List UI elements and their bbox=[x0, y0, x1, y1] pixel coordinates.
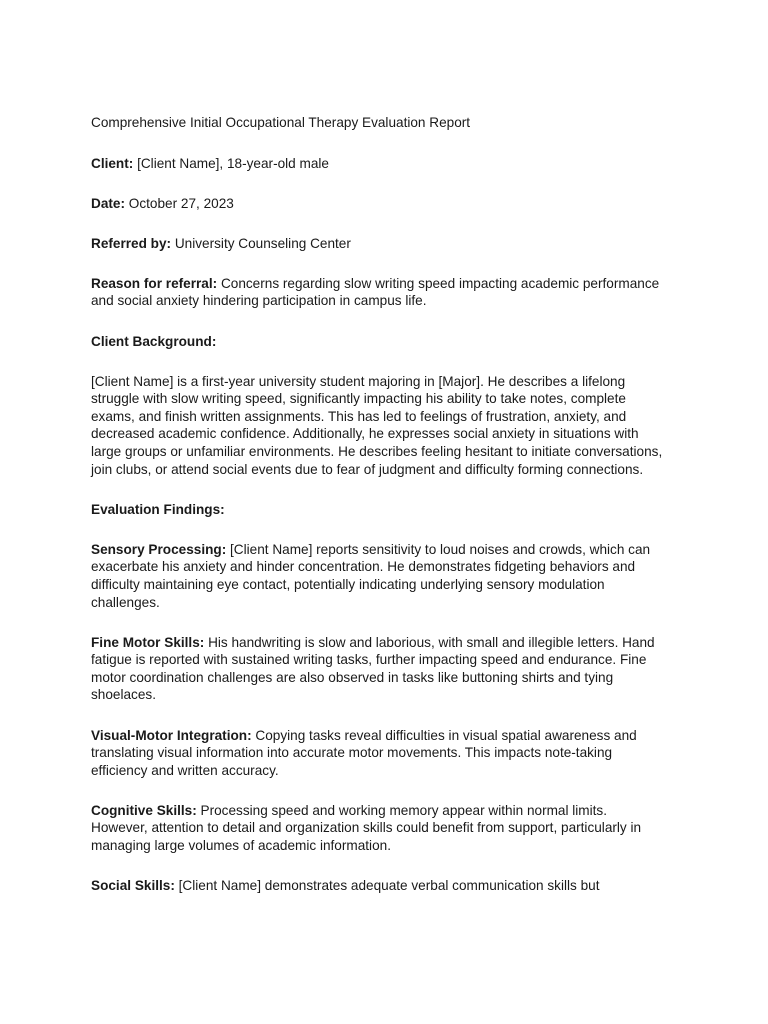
reason-field bbox=[91, 275, 663, 310]
cognitive-skills-text: Processing speed and working memory appear within normal limits. However, attention to detail and organization skills could benefit from support, particularly in managing large volumes of academic information. bbox=[91, 802, 642, 854]
social-skills-paragraph bbox=[91, 877, 663, 895]
social-skills-label: Social Skills: bbox=[91, 878, 175, 894]
client-value: [Client Name], 18-year-old male bbox=[133, 155, 329, 171]
fine-motor-paragraph bbox=[91, 634, 663, 704]
visual-motor-paragraph bbox=[91, 727, 663, 780]
background-paragraph: [Client Name] is a first-year university student majoring in [Major]. He describes a lifelong struggle with slow writing speed, significantly impacting his ability to take notes, complete exams, and finish written assignments. This has led to feelings of frustration, anxiety, and decreased academic confidence. Additionally, he expresses social anxiety in situations with large groups or unfamiliar environments. He describes feeling hesitant to initiate conversations, join clubs, or attend social events due to fear of judgment and difficulty forming connections. bbox=[91, 373, 663, 477]
findings-heading bbox=[91, 501, 663, 519]
date-value: October 27, 2023 bbox=[125, 195, 234, 211]
date-label: Date: bbox=[91, 195, 125, 211]
client-label: Client: bbox=[91, 155, 134, 171]
fine-motor-text: His handwriting is slow and laborious, with small and illegible letters. Hand fatigue is reported with sustained writing tasks, further impacting speed and endurance. Fine motor coordination challenges are also observed in tasks like buttoning shirts and tying shoelaces. bbox=[91, 634, 655, 703]
sensory-processing-text: [Client Name] reports sensitivity to loud noises and crowds, which can exacerbate his anxiety and hinder concentration. He demonstrates fidgeting behaviors and difficulty maintaining eye contact, potentially indicating underlying sensory modulation challenges. bbox=[91, 541, 651, 610]
findings-heading-text: Evaluation Findings: bbox=[91, 501, 225, 517]
reason-label: Reason for referral: bbox=[91, 275, 218, 291]
cognitive-skills-paragraph bbox=[91, 802, 663, 855]
visual-motor-label: Visual-Motor Integration: bbox=[91, 727, 252, 743]
reason-value: Concerns regarding slow writing speed impacting academic performance and social anxiety hindering participation in campus life. bbox=[91, 275, 660, 309]
background-heading bbox=[91, 333, 663, 351]
document-page bbox=[91, 114, 663, 917]
background-heading-text: Client Background: bbox=[91, 333, 217, 349]
visual-motor-text: Copying tasks reveal difficulties in visual spatial awareness and translating visual information into accurate motor movements. This impacts note-taking efficiency and written accuracy. bbox=[91, 727, 637, 778]
sensory-processing-paragraph bbox=[91, 541, 663, 611]
referred-by-label: Referred by: bbox=[91, 235, 172, 251]
report-title: Comprehensive Initial Occupational Therapy Evaluation Report bbox=[91, 115, 471, 130]
date-field bbox=[91, 195, 663, 213]
client-field bbox=[91, 155, 663, 173]
referred-by-value: University Counseling Center bbox=[171, 235, 351, 251]
social-skills-text: [Client Name] demonstrates adequate verbal communication skills but bbox=[174, 878, 600, 894]
fine-motor-label: Fine Motor Skills: bbox=[91, 634, 205, 650]
cognitive-skills-label: Cognitive Skills: bbox=[91, 802, 197, 818]
referred-by-field bbox=[91, 235, 663, 253]
sensory-processing-label: Sensory Processing: bbox=[91, 541, 227, 557]
